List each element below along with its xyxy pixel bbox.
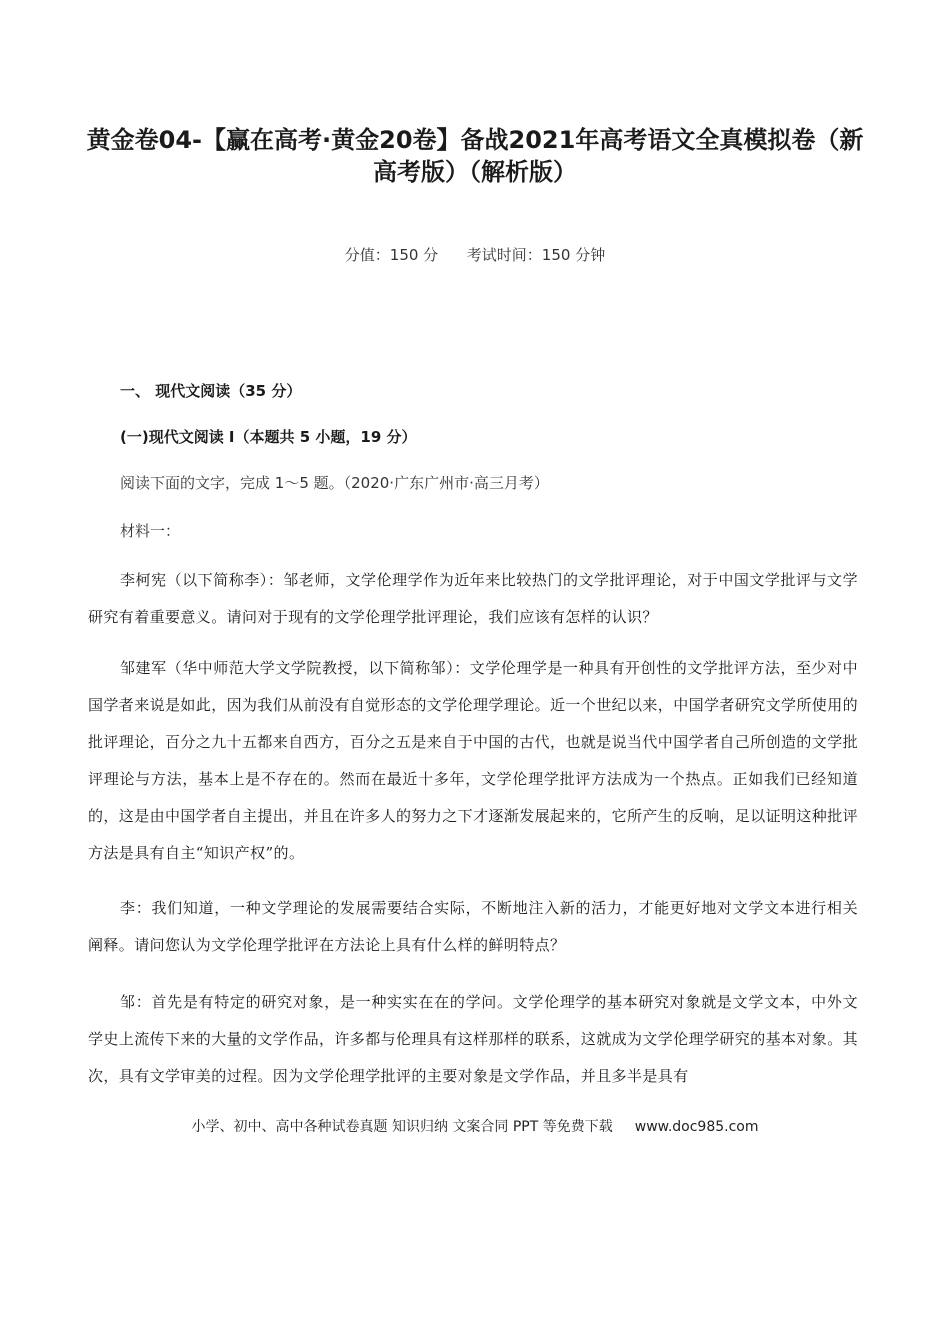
footer-link[interactable]: www.doc985.com [634, 1119, 759, 1135]
footer-text: 小学、初中、高中各种试卷真题 知识归纳 文案合同 PPT 等免费下载 [191, 1119, 613, 1135]
section-heading: 一、 现代文阅读（35 分） [120, 382, 302, 400]
paragraph-2: 邹建军（华中师范大学文学院教授，以下简称邹）：文学伦理学是一种具有开创性的文学批评方法，至少对中国学者来说是如此，因为我们从前没有自觉形态的文学伦理学理论。近一个世纪以来，中国学者研究文学所使用的批评理论，百分之九十五都来自西方，百分之五是来自于中国的古代，也就是说当代中国学者自己所创造的文学批评理论与方法，基本上是不存在的。然而在最近十多年，文学伦理学批评方法成为一个热点。正如我们已经知道的，这是由中国学者自主提出，并且在许多人的努力之下才逐渐发展起来的，它所产生的反响，足以证明这种批评方法是具有自主“知识产权”的。 [88, 659, 859, 862]
reading-instruction: 阅读下面的文字，完成 1～5 题。（2020·广东广州市·高三月考） [120, 474, 549, 492]
document-title-line-1: 黄金卷04-【赢在高考·黄金20卷】备战2021年高考语文全真模拟卷（新 [86, 126, 864, 154]
material-label: 材料一： [120, 522, 181, 540]
exam-meta [0, 244, 950, 265]
paragraph-1: 李柯宪（以下简称李）：邹老师，文学伦理学作为近年来比较热门的文学批评理论，对于中国文学批评与文学研究有着重要意义。请问对于现有的文学伦理学批评理论，我们应该有怎样的认识？ [88, 571, 858, 626]
paragraph-4: 邹：首先是有特定的研究对象，是一种实实在在的学问。文学伦理学的基本研究对象就是文学文本，中外文学史上流传下来的大量的文学作品，许多都与伦理具有这样那样的联系，这就成为文学伦理学研究的基本对象。其次，具有文学审美的过程。因为文学伦理学批评的主要对象是文学作品，并且多半是具有 [88, 993, 859, 1085]
exam-score: 分值：150 分 [344, 246, 439, 264]
sub-section-heading: (一)现代文阅读 I（本题共 5 小题，19 分） [120, 428, 417, 446]
paragraph-3: 李：我们知道，一种文学理论的发展需要结合实际，不断地注入新的活力，才能更好地对文学文本进行相关阐释。请问您认为文学伦理学批评在方法论上具有什么样的鲜明特点？ [88, 899, 858, 954]
exam-time: 考试时间：150 分钟 [466, 246, 606, 264]
page-footer [0, 1116, 950, 1136]
document-title-line-2: 高考版）（解析版） [373, 158, 577, 186]
